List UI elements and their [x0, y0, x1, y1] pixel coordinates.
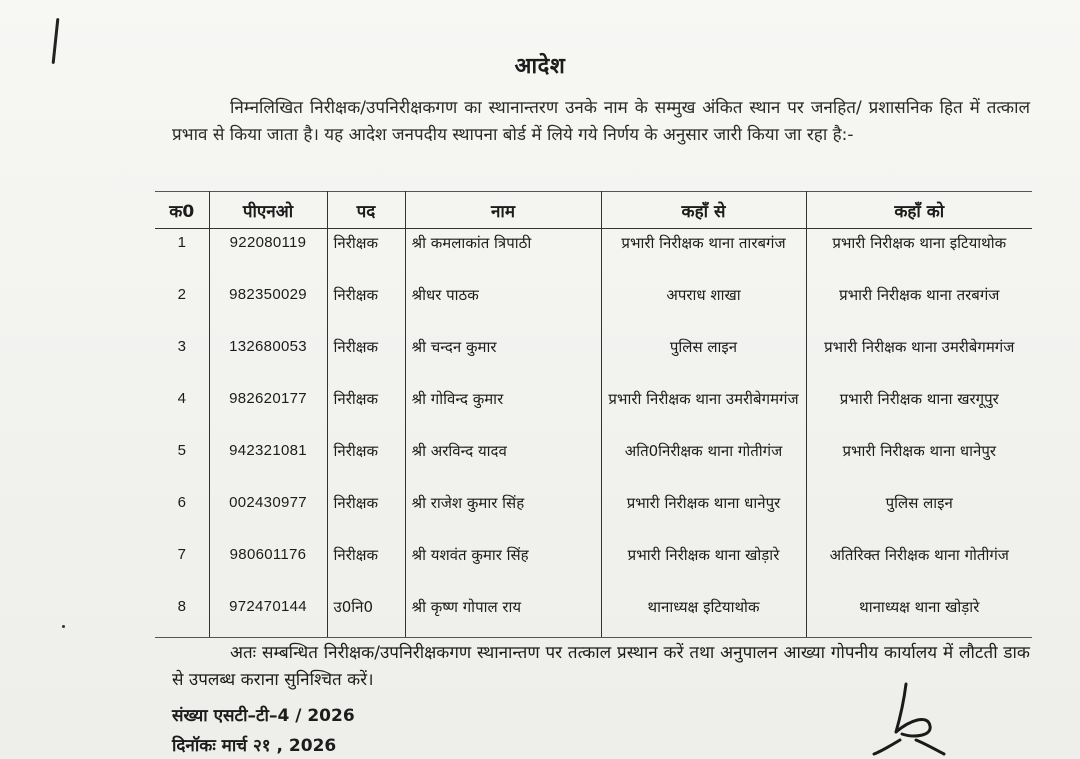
cell-name: श्री अरविन्द यादव: [405, 437, 601, 489]
order-number: संख्या एसटी–टी–4 / 2026: [172, 706, 355, 726]
cell-name: श्री कृष्ण गोपाल राय: [405, 593, 601, 638]
outro-paragraph: अतः सम्बन्धित निरीक्षक/उपनिरीक्षकगण स्थानान्तण पर तत्काल प्रस्थान करें तथा अनुपालन आख्या गोपनीय कार्यालय में लौटती डाक से उपलब्ध कराना सुनिश्चित करें।: [172, 643, 1030, 690]
cell-sno: 7: [155, 541, 209, 593]
order-title: आदेश: [514, 54, 566, 79]
table-row: [155, 281, 1032, 333]
cell-to: पुलिस लाइन: [806, 489, 1032, 541]
table-row: [155, 489, 1032, 541]
cell-to: प्रभारी निरीक्षक थाना धानेपुर: [806, 437, 1032, 489]
cell-name: श्री चन्दन कुमार: [405, 333, 601, 385]
cell-pno: 972470144: [209, 593, 327, 638]
cell-sno: 8: [155, 593, 209, 638]
table-header-row: [155, 192, 1032, 229]
cell-pno: 002430977: [209, 489, 327, 541]
cell-post: उ0नि0: [327, 593, 405, 638]
order-date: दिनॉकः मार्च २१ , 2026: [172, 736, 337, 756]
cell-post: निरीक्षक: [327, 333, 405, 385]
cell-post: निरीक्षक: [327, 281, 405, 333]
table-row: [155, 385, 1032, 437]
cell-sno: 4: [155, 385, 209, 437]
cell-post: निरीक्षक: [327, 541, 405, 593]
table-row: [155, 229, 1032, 282]
header-post: पद: [327, 192, 405, 229]
cell-to: प्रभारी निरीक्षक थाना उमरीबेगमगंज: [806, 333, 1032, 385]
signature-mark: [870, 680, 950, 756]
cell-pno: 980601176: [209, 541, 327, 593]
cell-from: प्रभारी निरीक्षक थाना खोड़ारे: [601, 541, 806, 593]
cell-from: अपराध शाखा: [601, 281, 806, 333]
cell-from: प्रभारी निरीक्षक थाना तारबगंज: [601, 229, 806, 282]
transfer-table: [155, 191, 1032, 638]
cell-sno: 1: [155, 229, 209, 282]
cell-from: प्रभारी निरीक्षक थाना उमरीबेगमगंज: [601, 385, 806, 437]
cell-post: निरीक्षक: [327, 489, 405, 541]
cell-to: प्रभारी निरीक्षक थाना खरगूपुर: [806, 385, 1032, 437]
cell-sno: 6: [155, 489, 209, 541]
cell-to: थानाध्यक्ष थाना खोड़ारे: [806, 593, 1032, 638]
header-name: नाम: [405, 192, 601, 229]
intro-paragraph: निम्नलिखित निरीक्षक/उपनिरीक्षकगण का स्थानान्तरण उनके नाम के सम्मुख अंकित स्थान पर जनहित/ प्रशासनिक हित में तत्काल प्रभाव से किया जाता है। यह आदेश जनपदीय स्थापना बोर्ड में लिये गये निर्णय के अनुसार जारी किया जा रहा है:-: [172, 98, 1030, 145]
cell-name: श्री यशवंत कुमार सिंह: [405, 541, 601, 593]
cell-to: प्रभारी निरीक्षक थाना तरबगंज: [806, 281, 1032, 333]
table-row: [155, 593, 1032, 638]
cell-pno: 982620177: [209, 385, 327, 437]
table-row: [155, 437, 1032, 489]
cell-from: प्रभारी निरीक्षक थाना धानेपुर: [601, 489, 806, 541]
cell-from: अति0निरीक्षक थाना गोतीगंज: [601, 437, 806, 489]
cell-post: निरीक्षक: [327, 385, 405, 437]
cell-sno: 3: [155, 333, 209, 385]
cell-pno: 942321081: [209, 437, 327, 489]
header-from: कहॉं से: [601, 192, 806, 229]
cell-name: श्रीधर पाठक: [405, 281, 601, 333]
cell-pno: 922080119: [209, 229, 327, 282]
header-sno: क0: [155, 192, 209, 229]
cell-to: प्रभारी निरीक्षक थाना इटियाथोक: [806, 229, 1032, 282]
margin-dot: [62, 625, 65, 628]
cell-from: थानाध्यक्ष इटियाथोक: [601, 593, 806, 638]
cell-name: श्री गोविन्द कुमार: [405, 385, 601, 437]
cell-sno: 2: [155, 281, 209, 333]
cell-to: अतिरिक्त निरीक्षक थाना गोतीगंज: [806, 541, 1032, 593]
cell-pno: 132680053: [209, 333, 327, 385]
header-pno: पीएनओ: [209, 192, 327, 229]
table-row: [155, 541, 1032, 593]
cell-name: श्री राजेश कुमार सिंह: [405, 489, 601, 541]
table-row: [155, 333, 1032, 385]
cell-post: निरीक्षक: [327, 229, 405, 282]
cell-from: पुलिस लाइन: [601, 333, 806, 385]
header-to: कहॉं को: [806, 192, 1032, 229]
cell-pno: 982350029: [209, 281, 327, 333]
cell-name: श्री कमलाकांत त्रिपाठी: [405, 229, 601, 282]
cell-post: निरीक्षक: [327, 437, 405, 489]
cell-sno: 5: [155, 437, 209, 489]
